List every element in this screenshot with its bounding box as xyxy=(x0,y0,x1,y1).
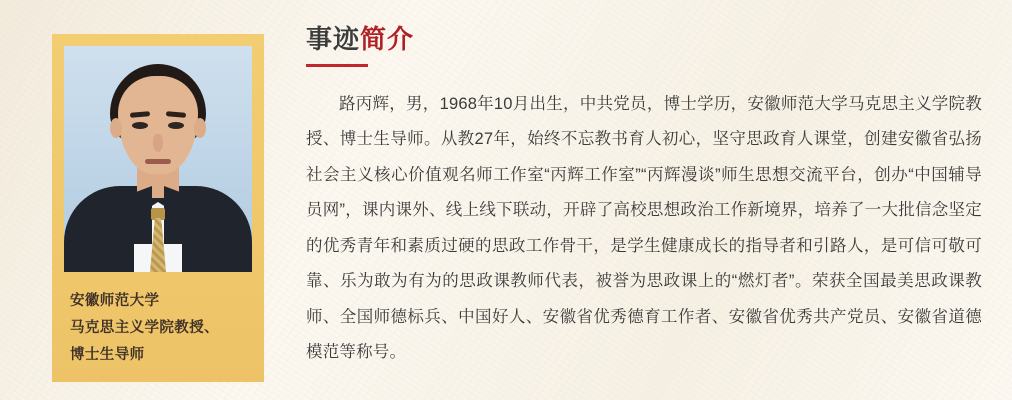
profile-caption xyxy=(64,288,252,368)
profile-caption-line-1: 安徽师范大学 xyxy=(70,293,160,309)
page-title-accent: 简介 xyxy=(360,24,415,54)
title-underline-rule xyxy=(306,64,368,67)
article-body: 路丙辉，男，1968年10月出生，中共党员，博士学历，安徽师范大学马克思主义学院教授、博士生导师。从教27年，始终不忘教书育人初心，坚守思政育人课堂，创建安徽省弘扬社会主义核心价值观名师工作室“丙辉工作室”“丙辉漫谈”师生思想交流平台，创办“中国辅导员网”，课内课外、线上线下联动，开辟了高校思想政治工作新境界，培养了一大批信念坚定的优秀青年和素质过硬的思政工作骨干，是学生健康成长的指导者和引路人，是可信可敬可靠、乐为敢为有为的思政课教师代表，被誉为思政课上的“燃灯者”。荣获全国最美思政课教师、全国师德标兵、中国好人、安徽省优秀德育工作者、安徽省优秀共产党员、安徽省道德模范等称号。 xyxy=(306,95,982,362)
eye-right-shape xyxy=(168,122,184,129)
eye-left-shape xyxy=(132,122,148,129)
page-title-primary: 事迹 xyxy=(306,24,361,54)
profile-card xyxy=(52,34,264,382)
profile-caption-line-2: 马克思主义学院教授、 xyxy=(70,319,219,336)
profile-caption-line-3: 博士生导师 xyxy=(70,346,145,363)
ear-left-shape xyxy=(110,118,122,138)
page-title xyxy=(306,26,414,64)
nose-shape xyxy=(153,134,163,152)
mouth-shape xyxy=(145,159,171,164)
ear-right-shape xyxy=(194,118,206,138)
portrait-photo xyxy=(64,46,252,272)
article-content xyxy=(264,26,982,371)
